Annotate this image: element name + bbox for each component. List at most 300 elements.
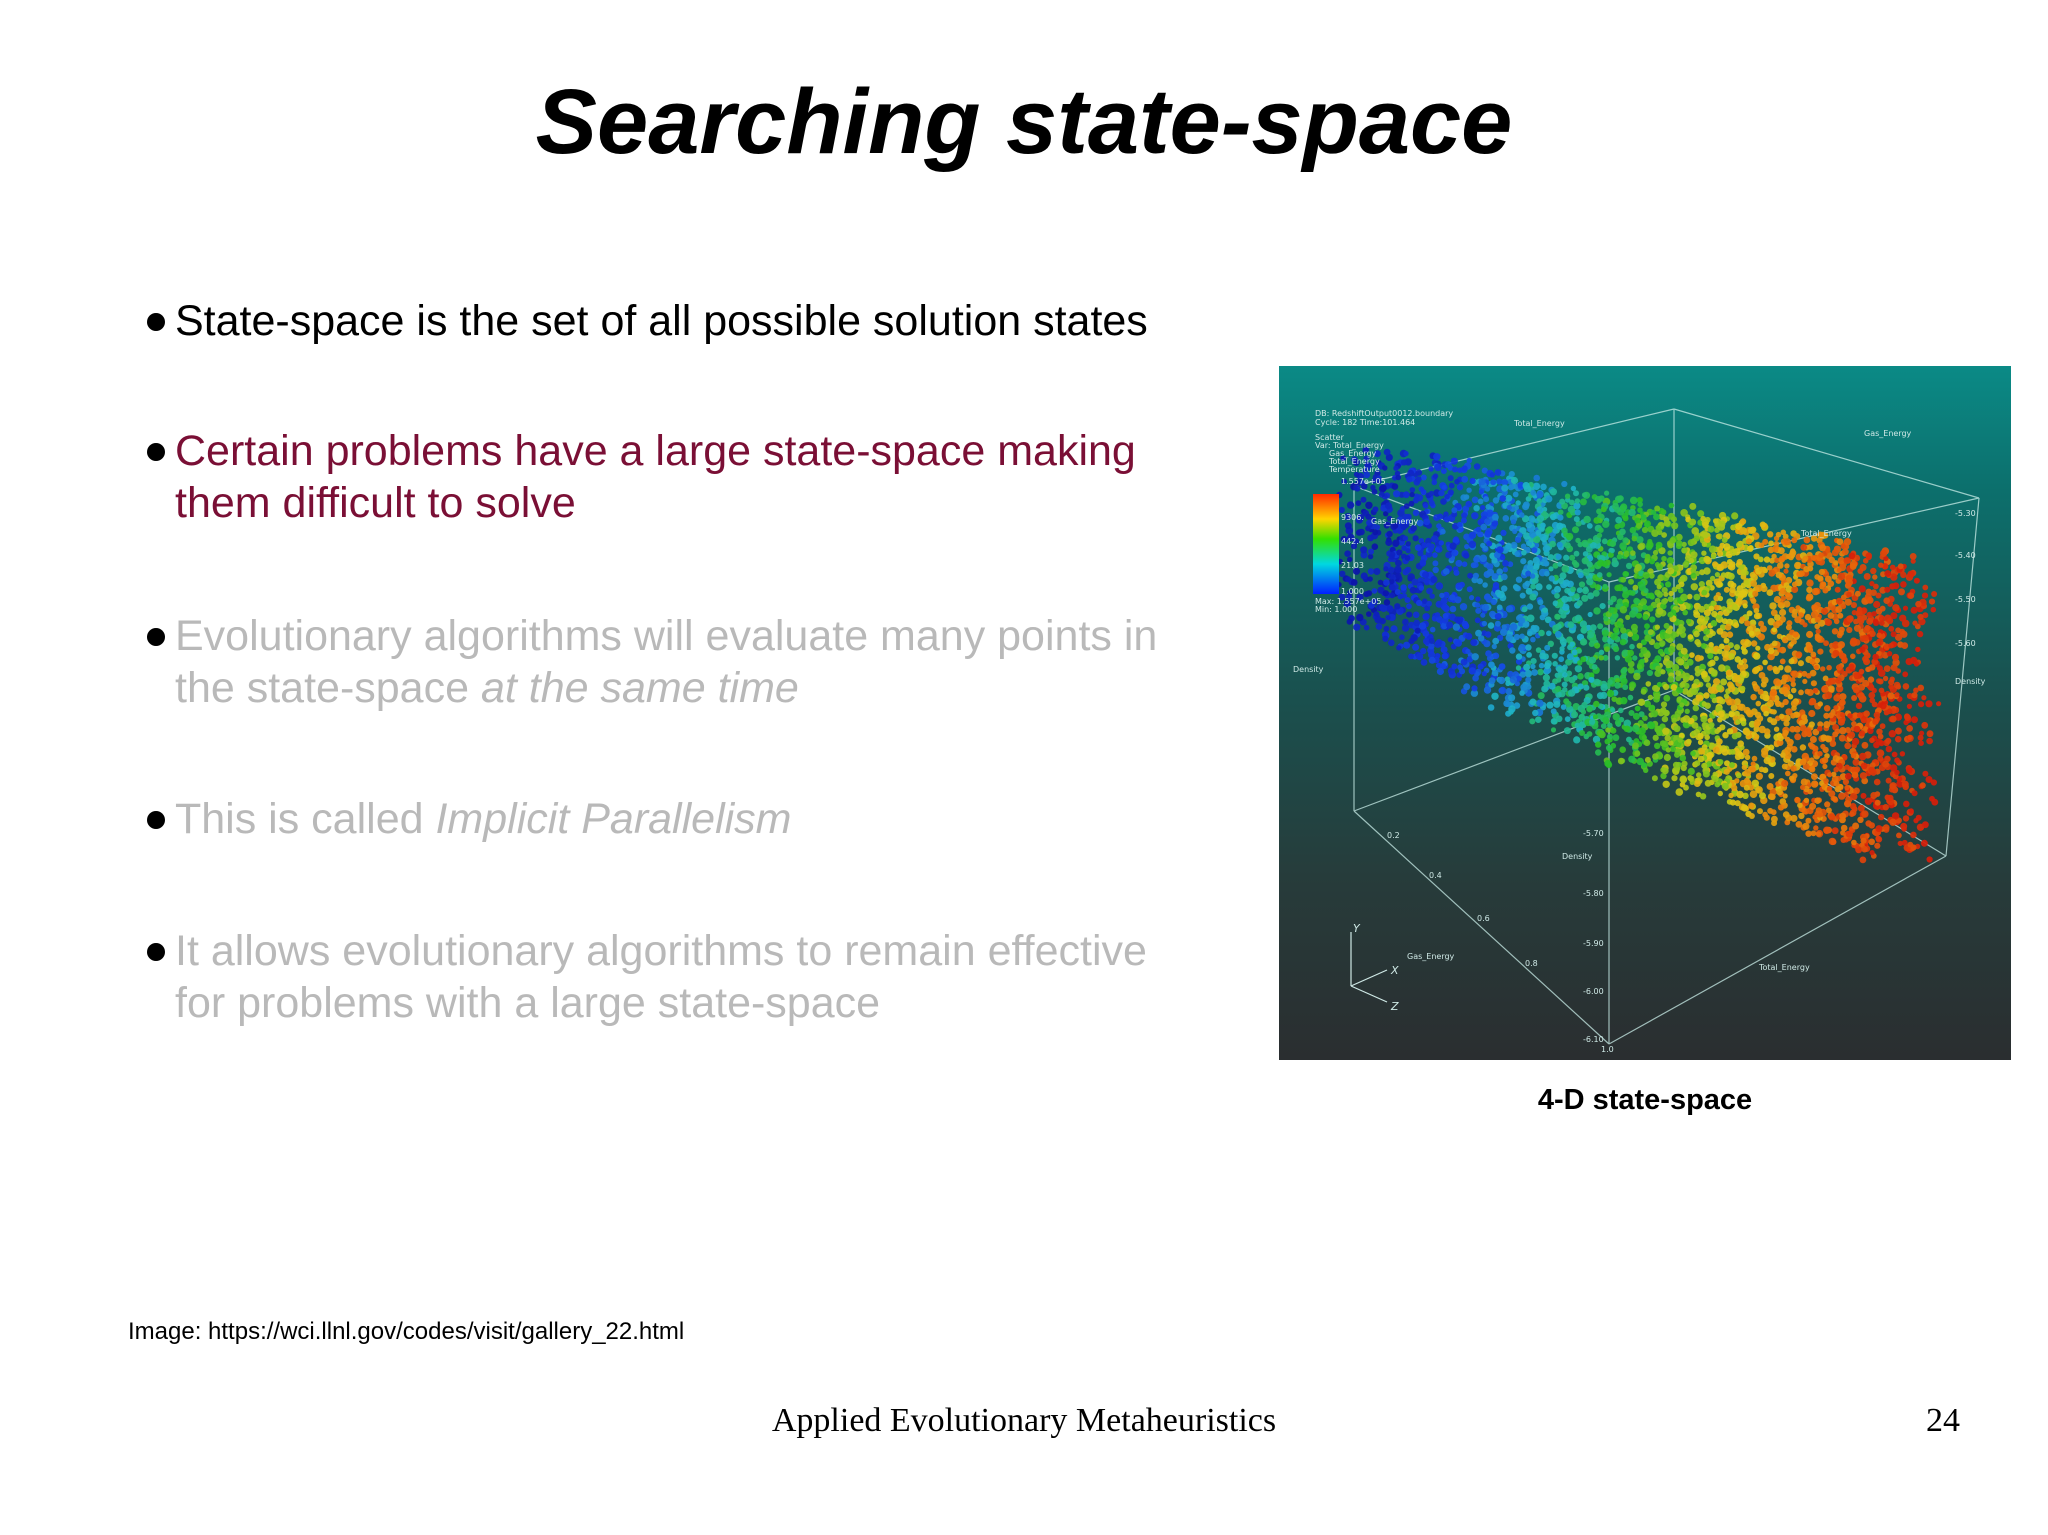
scatter-point — [1601, 506, 1607, 512]
scatter-point — [1574, 516, 1580, 522]
scatter-point — [1913, 818, 1918, 823]
figure-caption: 4-D state-space — [1537, 1084, 1753, 1116]
scatter-point — [1511, 477, 1518, 484]
scatter-point — [1774, 614, 1781, 621]
scatter-point — [1629, 644, 1635, 650]
scatter-point — [1641, 514, 1647, 520]
scatter-point — [1614, 682, 1621, 689]
scatter-point — [1666, 661, 1673, 668]
scatter-point — [1396, 549, 1402, 555]
scatter-point — [1546, 702, 1553, 709]
scatter-point — [1490, 479, 1496, 485]
scatter-point — [1514, 585, 1520, 591]
scatter-point — [1876, 593, 1882, 599]
scatter-point — [1753, 667, 1760, 674]
scatter-point — [1714, 729, 1719, 734]
scatter-point — [1850, 638, 1857, 645]
scatter-point — [1807, 566, 1813, 572]
scatter-point — [1748, 803, 1755, 810]
density-tick: -6.10 — [1583, 1035, 1604, 1044]
scatter-point — [1478, 664, 1484, 670]
scatter-point — [1479, 489, 1484, 494]
scatter-point — [1469, 595, 1474, 600]
scatter-point — [1768, 541, 1774, 547]
scatter-point — [1491, 693, 1498, 700]
scatter-point — [1475, 602, 1481, 608]
scatter-point — [1368, 554, 1373, 559]
scatter-point — [1365, 502, 1372, 509]
scatter-point — [1907, 571, 1914, 578]
scatter-point — [1563, 580, 1570, 587]
scatter-point — [1914, 578, 1920, 584]
scatter-point — [1828, 712, 1834, 718]
scatter-point — [1394, 566, 1401, 573]
scatter-point — [1645, 757, 1651, 763]
scatter-point — [1846, 592, 1852, 598]
scatter-point — [1454, 596, 1461, 603]
scatter-point — [1730, 800, 1736, 806]
scatter-point — [1900, 823, 1907, 830]
scatter-point — [1385, 615, 1390, 620]
scatter-point — [1440, 529, 1446, 535]
scatter-point — [1372, 529, 1378, 535]
scatter-point — [1562, 687, 1567, 692]
scatter-point — [1489, 677, 1496, 684]
scatter-point — [1852, 772, 1859, 779]
scatter-point — [1536, 491, 1543, 498]
scatter-point — [1451, 507, 1457, 513]
scatter-point — [1482, 604, 1489, 611]
scatter-point — [1495, 621, 1501, 627]
scatter-point — [1686, 619, 1691, 624]
bullet-dot-icon — [147, 313, 165, 331]
scatter-point — [1874, 843, 1880, 849]
scatter-point — [1789, 776, 1794, 781]
scatter-point — [1557, 602, 1563, 608]
scatter-point — [1834, 619, 1840, 625]
scatter-point — [1570, 642, 1575, 647]
scatter-point — [1796, 571, 1802, 577]
scatter-point — [1500, 629, 1507, 636]
scatter-point — [1628, 509, 1635, 516]
scatter-point — [1712, 776, 1718, 782]
scatter-point — [1389, 592, 1395, 598]
scatter-point — [1502, 560, 1509, 567]
scatter-point — [1615, 524, 1621, 530]
scatter-point — [1552, 653, 1558, 659]
scatter-point — [1734, 590, 1740, 596]
scatter-point — [1915, 601, 1921, 607]
scatter-point — [1356, 614, 1363, 621]
scatter-point — [1648, 695, 1653, 700]
scatter-point — [1450, 542, 1457, 549]
scatter-point — [1791, 537, 1797, 543]
scatter-point — [1743, 663, 1749, 669]
scatter-point — [1396, 475, 1402, 481]
scatter-point — [1498, 677, 1505, 684]
scatter-point — [1615, 720, 1621, 726]
scatter-point — [1781, 780, 1788, 787]
scatter-point — [1793, 631, 1799, 637]
scatter-point — [1922, 771, 1928, 777]
scatter-point — [1653, 550, 1658, 555]
scatter-point — [1600, 603, 1606, 609]
scatter-point — [1695, 671, 1701, 677]
scatter-point — [1846, 831, 1853, 838]
scatter-point — [1806, 673, 1812, 679]
scatter-point — [1520, 558, 1526, 564]
scatter-point — [1656, 525, 1662, 531]
scatter-point — [1694, 760, 1700, 766]
scatter-point — [1549, 575, 1555, 581]
scatter-point — [1398, 594, 1404, 600]
scatter-point — [1583, 516, 1591, 524]
scatter-point — [1540, 484, 1547, 491]
scatter-point — [1691, 683, 1697, 689]
scatter-point — [1845, 773, 1852, 780]
scatter-point — [1851, 721, 1857, 727]
scatter-point — [1688, 768, 1695, 775]
scatter-point — [1750, 580, 1757, 587]
scatter-point — [1351, 579, 1358, 586]
scatter-point — [1533, 557, 1540, 564]
scatter-point — [1485, 631, 1491, 637]
scatter-point — [1754, 608, 1760, 614]
scatter-point — [1412, 579, 1419, 586]
scatter-point — [1785, 593, 1792, 600]
scatter-point — [1860, 772, 1867, 779]
scatter-point — [1506, 634, 1514, 642]
scatter-point — [1555, 614, 1561, 620]
scatter-point — [1608, 607, 1614, 613]
scatter-point — [1722, 650, 1729, 657]
scatter-point — [1587, 523, 1593, 529]
scatter-point — [1740, 518, 1746, 524]
scatter-point — [1756, 773, 1763, 780]
scatter-point — [1430, 576, 1437, 583]
scatter-point — [1619, 746, 1626, 753]
scatter-point — [1470, 639, 1477, 646]
scatter-point — [1409, 492, 1414, 497]
scatter-point — [1593, 701, 1599, 707]
scatter-point — [1702, 522, 1708, 528]
scatter-point — [1691, 568, 1697, 574]
scatter-point — [1561, 481, 1567, 487]
scatter-point — [1815, 617, 1821, 623]
scatter-point — [1581, 709, 1586, 714]
scatter-point — [1470, 478, 1476, 484]
scatter-point — [1689, 558, 1695, 564]
scatter-point — [1526, 652, 1532, 658]
scatter-point — [1828, 813, 1835, 820]
scatter-point — [1877, 756, 1883, 762]
scatter-point — [1844, 538, 1851, 545]
scatter-point — [1455, 639, 1463, 647]
scatter-point — [1430, 627, 1436, 633]
scatter-point — [1680, 755, 1687, 762]
scatter-point — [1931, 607, 1937, 613]
bullet-line: Evolutionary algorithms will evaluate many points in — [175, 612, 1158, 660]
scatter-point — [1749, 813, 1755, 819]
scatter-point — [1549, 541, 1556, 548]
scatter-point — [1628, 579, 1634, 585]
energy-tick: 1.0 — [1601, 1045, 1614, 1054]
scatter-point — [1836, 664, 1842, 670]
scatter-point — [1718, 791, 1723, 796]
scatter-point — [1746, 538, 1752, 544]
scatter-point — [1758, 633, 1765, 640]
scatter-point — [1768, 648, 1775, 655]
scatter-point — [1827, 786, 1832, 791]
scatter-point — [1598, 527, 1604, 533]
scatter-point — [1516, 665, 1521, 670]
scatter-point — [1486, 504, 1492, 510]
scatter-point — [1750, 766, 1756, 772]
scatter-point — [1784, 665, 1791, 672]
scatter-point — [1620, 697, 1627, 704]
scatter-point — [1724, 769, 1730, 775]
scatter-point — [1509, 471, 1515, 477]
scatter-point — [1554, 593, 1560, 599]
scatter-point — [1473, 505, 1479, 511]
scatter-point — [1429, 500, 1435, 506]
scatter-point — [1612, 503, 1619, 510]
scatter-point — [1480, 613, 1485, 618]
scatter-point — [1889, 819, 1896, 826]
scatter-point — [1610, 540, 1617, 547]
scatter-point — [1816, 807, 1822, 813]
scatter-point — [1441, 646, 1448, 653]
scatter-point — [1552, 625, 1559, 632]
bullet-dot-icon — [147, 811, 165, 829]
scatter-point — [1485, 650, 1492, 657]
scatter-point — [1499, 663, 1506, 670]
scatter-point — [1510, 676, 1517, 683]
scatter-point — [1883, 676, 1888, 681]
scatter-point — [1694, 639, 1700, 645]
scatter-point — [1768, 570, 1775, 577]
scatter-point — [1839, 699, 1846, 706]
scatter-point — [1693, 631, 1700, 638]
scatter-point — [1535, 716, 1542, 723]
scatter-point — [1661, 509, 1667, 515]
scatter-point — [1863, 710, 1870, 717]
scatter-point — [1703, 692, 1709, 698]
scatter-point — [1598, 731, 1605, 738]
scatter-point — [1569, 500, 1575, 506]
scatter-point — [1872, 574, 1877, 579]
scatter-point — [1527, 564, 1534, 571]
scatter-point — [1784, 747, 1791, 754]
scatter-point — [1426, 588, 1433, 595]
scatter-point — [1673, 762, 1679, 768]
scatter-point — [1755, 646, 1760, 651]
scatter-point — [1900, 581, 1907, 588]
scatter-point — [1783, 793, 1788, 798]
scatter-point — [1832, 731, 1838, 737]
scatter-point — [1734, 778, 1739, 783]
scatter-point — [1607, 679, 1613, 685]
scatter-point — [1572, 526, 1579, 533]
scatter-point — [1717, 649, 1723, 655]
scatter-point — [1776, 572, 1783, 579]
scatter-point — [1895, 736, 1902, 743]
scatter-point — [1419, 622, 1426, 629]
scatter-point — [1869, 664, 1875, 670]
scatter-point — [1597, 572, 1603, 578]
scatter-point — [1717, 551, 1723, 557]
scatter-point — [1557, 515, 1563, 521]
scatter-point — [1619, 529, 1626, 536]
scatter-point — [1699, 569, 1705, 575]
scatter-point — [1728, 685, 1735, 692]
scatter-point — [1737, 559, 1743, 565]
scatter-point — [1727, 728, 1733, 734]
scatter-point — [1854, 726, 1861, 733]
scatter-point — [1726, 598, 1733, 605]
scatter-point — [1434, 641, 1441, 648]
scatter-point — [1437, 668, 1444, 675]
scatter-point — [1565, 494, 1570, 499]
scatter-point — [1800, 544, 1807, 551]
scatter-point — [1718, 596, 1723, 601]
scatter-point — [1744, 579, 1750, 585]
scatter-point — [1892, 604, 1899, 611]
scatter-point — [1701, 551, 1706, 556]
axis-label: Density — [1955, 677, 1986, 686]
scatter-point — [1668, 596, 1674, 602]
scatter-point — [1436, 601, 1443, 608]
scatter-point — [1599, 655, 1604, 660]
scatter-point — [1786, 624, 1792, 630]
scatter-point — [1890, 716, 1897, 723]
scatter-point — [1788, 694, 1794, 700]
scatter-point — [1479, 478, 1486, 485]
scatter-point — [1652, 775, 1658, 781]
scatter-point — [1388, 640, 1395, 647]
scatter-point — [1422, 571, 1429, 578]
scatter-point — [1811, 830, 1817, 836]
scatter-point — [1814, 624, 1820, 630]
scatter-point — [1586, 706, 1593, 713]
scatter-point — [1910, 832, 1917, 839]
scatter-point — [1543, 680, 1550, 687]
scatter-point — [1604, 491, 1609, 496]
scatter-point — [1828, 612, 1835, 619]
scatter-point — [1361, 497, 1367, 503]
scatter-point — [1482, 671, 1487, 676]
scatter-point — [1411, 634, 1418, 641]
scatter-point — [1860, 564, 1867, 571]
scatter-point — [1415, 544, 1422, 551]
scatter-point — [1724, 638, 1730, 644]
scatter-point — [1851, 602, 1857, 608]
scatter-point — [1750, 790, 1758, 798]
scatter-point — [1458, 616, 1464, 622]
scatter-point — [1894, 757, 1900, 763]
scatter-point — [1637, 502, 1643, 508]
scatter-point — [1677, 659, 1684, 666]
scatter-point — [1794, 562, 1802, 570]
scatter-point — [1770, 718, 1777, 725]
scatter-point — [1832, 628, 1838, 634]
scatter-point — [1759, 543, 1765, 549]
scatter-point — [1525, 581, 1531, 587]
scatter-point — [1587, 731, 1593, 737]
scatter-point — [1701, 763, 1707, 769]
axis-label: Gas_Energy — [1864, 429, 1912, 438]
bullet-text — [175, 425, 1275, 529]
legend-value: 442.4 — [1341, 537, 1364, 546]
scatter-point — [1774, 596, 1781, 603]
scatter-point — [1403, 536, 1408, 541]
scatter-point — [1826, 665, 1832, 671]
scatter-point — [1843, 779, 1849, 785]
scatter-point — [1594, 643, 1600, 649]
legend-min: Min: 1.000 — [1315, 605, 1358, 614]
scatter-point — [1466, 488, 1471, 493]
scatter-point — [1756, 701, 1762, 707]
scatter-point — [1809, 803, 1816, 810]
scatter-point — [1676, 584, 1681, 589]
scatter-point — [1722, 537, 1728, 543]
scatter-point — [1851, 753, 1857, 759]
scatter-point — [1907, 842, 1913, 848]
scatter-point — [1886, 778, 1892, 784]
scatter-point — [1884, 570, 1891, 577]
scatter-point — [1564, 542, 1570, 548]
scatter-point — [1503, 567, 1508, 572]
scatter-point — [1892, 752, 1898, 758]
scatter-point — [1415, 476, 1421, 482]
scatter-point — [1482, 582, 1488, 588]
scatter-point — [1689, 503, 1696, 510]
scatter-point — [1751, 598, 1757, 604]
scatter-point — [1500, 555, 1506, 561]
scatter-point — [1926, 776, 1933, 783]
scatter-point — [1777, 647, 1782, 652]
scatter-point — [1767, 589, 1774, 596]
scatter-point — [1759, 567, 1764, 572]
scatter-point — [1593, 517, 1600, 524]
scatter-point — [1533, 483, 1540, 490]
bullet-line: them difficult to solve — [175, 479, 576, 527]
bullet-text — [175, 793, 1275, 845]
scatter-point — [1353, 624, 1360, 631]
scatter-point — [1693, 611, 1700, 618]
scatter-point — [1648, 722, 1655, 729]
scatter-point — [1575, 538, 1580, 543]
scatter-point — [1915, 647, 1920, 652]
scatter-point — [1622, 571, 1628, 577]
scatter-point — [1581, 595, 1588, 602]
scatter-point — [1486, 541, 1492, 547]
scatter-point — [1423, 630, 1430, 637]
scatter-point — [1516, 500, 1521, 505]
scatter-point — [1385, 539, 1392, 546]
scatter-point — [1682, 610, 1688, 616]
scatter-point — [1694, 536, 1700, 542]
scatter-point — [1629, 610, 1637, 618]
scatter-point — [1849, 664, 1855, 670]
scatter-point — [1524, 485, 1531, 492]
scatter-point — [1378, 580, 1384, 586]
scatter-point — [1560, 646, 1565, 651]
scatter-point — [1856, 703, 1862, 709]
scatter-point — [1544, 561, 1550, 567]
scatter-point — [1536, 647, 1542, 653]
scatter-point — [1837, 567, 1842, 572]
